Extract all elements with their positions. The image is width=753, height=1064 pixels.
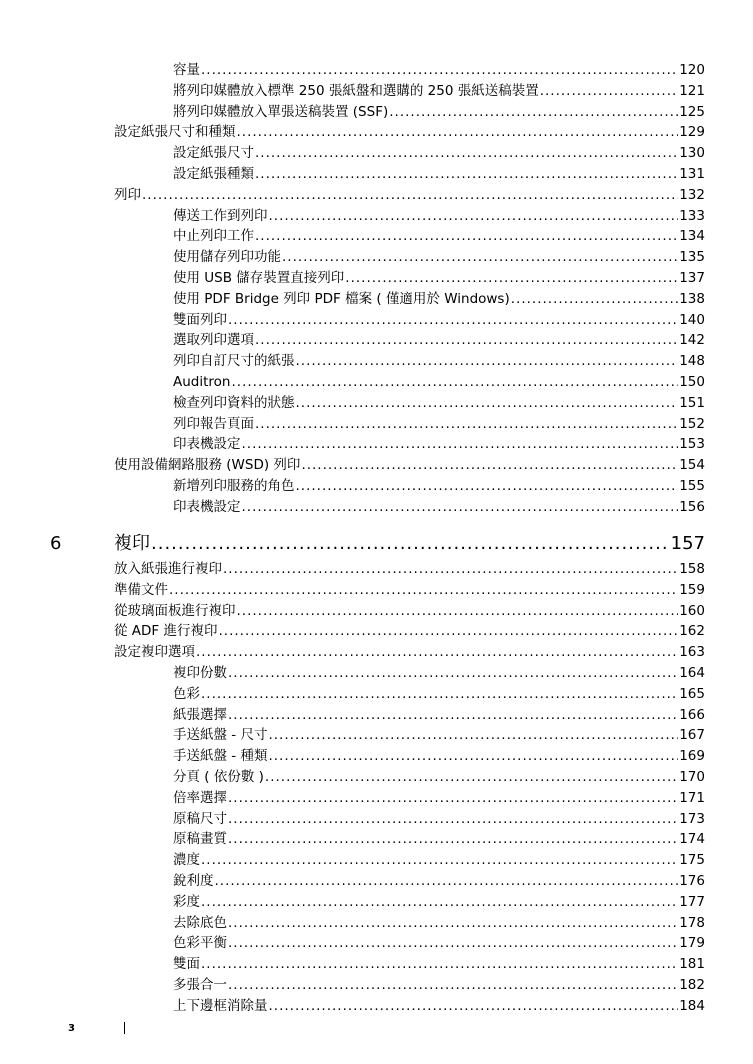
- dot-leader: [296, 352, 679, 370]
- toc-entry-page-number: 156: [679, 498, 705, 515]
- toc-entry[interactable]: [173, 61, 705, 79]
- toc-entry-page-number: 134: [679, 228, 705, 245]
- toc-entry-title: 紙張選擇: [173, 706, 227, 723]
- dot-leader: [255, 415, 678, 433]
- toc-entry-title: 傳送工作到列印: [173, 207, 268, 224]
- toc-entry-page-number: 130: [679, 145, 705, 162]
- dot-leader: [296, 477, 679, 495]
- toc-entry-title: 原稿尺寸: [173, 810, 227, 827]
- toc-entry-page-number: 132: [679, 186, 705, 203]
- dot-leader: [255, 331, 678, 349]
- toc-entry-title: 上下邊框消除量: [173, 997, 268, 1014]
- toc-entry-page-number: 173: [679, 810, 705, 827]
- toc-entry-title: 色彩平衡: [173, 935, 227, 952]
- toc-entry-page-number: 163: [679, 644, 705, 661]
- footer-page-number: 3: [68, 1023, 75, 1034]
- toc-entry-title: 彩度: [173, 893, 200, 910]
- toc-entry-title: 設定紙張種類: [173, 166, 254, 182]
- toc-entry-title: 印表機設定: [173, 498, 241, 515]
- toc-entry-page-number: 155: [679, 478, 705, 494]
- toc-entry-page-number: 137: [679, 270, 705, 286]
- chapter-number: 6: [50, 533, 62, 554]
- dot-leader: [228, 830, 678, 848]
- toc-entry-page-number: 162: [679, 623, 705, 640]
- toc-entry[interactable]: [173, 789, 705, 807]
- toc-entry-title: 中止列印工作: [173, 228, 254, 245]
- toc-entry-title: 雙面: [173, 956, 200, 973]
- dot-leader: [228, 810, 678, 828]
- toc-entry[interactable]: [173, 311, 705, 329]
- footer-divider: [124, 1022, 125, 1034]
- toc-entry[interactable]: [173, 269, 705, 287]
- toc-entry[interactable]: [114, 622, 705, 640]
- dot-leader: [301, 456, 678, 474]
- toc-entry-page-number: 170: [679, 769, 705, 785]
- dot-leader: [296, 394, 679, 412]
- toc-entry-title: 將列印媒體放入標準 250 張紙盤和選購的 250 張紙送稿裝置: [173, 82, 539, 99]
- toc-entry[interactable]: [173, 893, 705, 911]
- dot-leader: [282, 248, 678, 266]
- toc-entry[interactable]: [173, 144, 705, 162]
- toc-entry[interactable]: [173, 810, 705, 828]
- dot-leader: [201, 893, 678, 911]
- toc-entry[interactable]: [173, 664, 705, 682]
- toc-entry-page-number: 165: [679, 685, 705, 702]
- toc-entry[interactable]: [173, 914, 705, 932]
- toc-entry-title: 分頁 ( 依份數 ): [173, 769, 264, 785]
- toc-entry[interactable]: [173, 685, 705, 703]
- toc-entry-title: 雙面列印: [173, 311, 227, 328]
- dot-leader: [196, 643, 678, 661]
- toc-entry-page-number: 154: [679, 457, 705, 474]
- chapter-entry[interactable]: [114, 531, 705, 557]
- toc-entry[interactable]: [173, 290, 705, 308]
- toc-entry-title: 手送紙盤 - 尺寸: [173, 727, 268, 744]
- toc-entry-page-number: 151: [679, 394, 705, 411]
- dot-leader: [389, 103, 678, 121]
- toc-entry[interactable]: [173, 997, 705, 1015]
- toc-entry-page-number: 178: [679, 914, 705, 931]
- toc-entry[interactable]: [173, 373, 705, 391]
- toc-entry-page-number: 135: [679, 249, 705, 266]
- toc-entry-page-number: 138: [679, 290, 705, 307]
- chapter-heading[interactable]: [0, 531, 705, 557]
- toc-entry[interactable]: [173, 331, 705, 349]
- toc-entry-page-number: 158: [679, 561, 705, 577]
- toc-entry[interactable]: [173, 435, 705, 453]
- toc-entry-title: 容量: [173, 62, 200, 78]
- toc-entry-title: 手送紙盤 - 種類: [173, 748, 268, 765]
- dot-leader: [228, 934, 678, 952]
- toc-entry-page-number: 153: [679, 436, 705, 453]
- toc-entry-title: 使用設備網路服務 (WSD) 列印: [114, 457, 301, 474]
- dot-leader: [269, 207, 679, 225]
- dot-leader: [268, 726, 678, 744]
- toc-entry-title: 濃度: [173, 852, 200, 869]
- toc-entry[interactable]: [114, 186, 705, 204]
- toc-entry-title: 從 ADF 進行複印: [114, 623, 218, 640]
- dot-leader: [255, 165, 678, 183]
- toc-entry-title: 印表機設定: [173, 436, 241, 453]
- dot-leader: [215, 872, 679, 890]
- dot-leader: [228, 914, 678, 932]
- toc-entry[interactable]: [173, 830, 705, 848]
- toc-entry[interactable]: [173, 103, 705, 121]
- toc-entry-page-number: 120: [679, 62, 705, 78]
- toc-entry-page-number: 181: [679, 956, 705, 973]
- toc-entry[interactable]: [173, 248, 705, 266]
- toc-entry[interactable]: [173, 207, 705, 225]
- toc-entry[interactable]: [173, 747, 705, 765]
- dot-leader: [201, 955, 678, 973]
- toc-entry[interactable]: [114, 456, 705, 474]
- dot-leader: [242, 435, 679, 453]
- toc-entry-page-number: 159: [679, 581, 705, 598]
- toc-entry-page-number: 171: [679, 789, 705, 806]
- toc-entry-title: 設定紙張尺寸: [173, 145, 254, 162]
- toc-entry-page-number: 140: [679, 311, 705, 328]
- toc-entry[interactable]: [173, 82, 705, 100]
- dot-leader: [255, 227, 678, 245]
- toc-entry-page-number: 129: [679, 124, 705, 141]
- toc-entry-page-number: 182: [679, 977, 705, 993]
- toc-entry-title: 檢查列印資料的狀態: [173, 394, 295, 411]
- toc-entry[interactable]: [173, 394, 705, 412]
- toc-entry-title: 使用 PDF Bridge 列印 PDF 檔案 ( 僅適用於 Windows): [173, 290, 510, 307]
- toc-entry-page-number: 150: [679, 374, 705, 390]
- toc-entry-title: 列印自訂尺寸的紙張: [173, 353, 295, 370]
- toc-entry[interactable]: [114, 560, 705, 578]
- toc-entry-page-number: 169: [679, 748, 705, 765]
- toc-entry[interactable]: [114, 602, 705, 620]
- toc-entry-title: 設定複印選項: [114, 644, 195, 661]
- toc-entry-title: 色彩: [173, 685, 200, 702]
- toc-entry-page-number: 166: [679, 706, 705, 723]
- toc-entry[interactable]: [114, 123, 705, 141]
- toc-entry-title: 列印報告頁面: [173, 415, 254, 432]
- dot-leader: [223, 560, 678, 578]
- toc-entry[interactable]: [173, 934, 705, 952]
- dot-leader: [242, 498, 679, 516]
- toc-entry[interactable]: [173, 851, 705, 869]
- toc-entry-title: 從玻璃面板進行複印: [114, 602, 236, 619]
- toc-entry-title: 列印: [114, 186, 141, 203]
- dot-leader: [218, 622, 678, 640]
- toc-entry-page-number: 121: [679, 82, 705, 99]
- dot-leader: [265, 768, 678, 786]
- toc-entry-page-number: 167: [679, 727, 705, 744]
- dot-leader: [169, 581, 678, 599]
- dot-leader: [228, 976, 678, 994]
- chapter-title: 複印: [114, 533, 150, 554]
- toc-entry-page-number: 160: [679, 602, 705, 619]
- toc-entry[interactable]: [173, 706, 705, 724]
- dot-leader: [228, 664, 678, 682]
- dot-leader: [540, 82, 679, 100]
- toc-entry-title: 原稿畫質: [173, 831, 227, 848]
- dot-leader: [511, 290, 678, 308]
- toc-entry[interactable]: [173, 498, 705, 516]
- dot-leader: [237, 123, 679, 141]
- dot-leader: [237, 602, 679, 620]
- toc-entry-page-number: 125: [679, 103, 705, 120]
- toc-entry[interactable]: [173, 352, 705, 370]
- toc-entry-title: Auditron: [173, 374, 231, 390]
- toc-entry-page-number: 174: [679, 831, 705, 848]
- dot-leader: [201, 685, 678, 703]
- toc-entry-page-number: 148: [679, 353, 705, 370]
- toc-entry[interactable]: [173, 726, 705, 744]
- dot-leader: [142, 186, 678, 204]
- toc-entry-title: 選取列印選項: [173, 332, 254, 349]
- toc-entry-page-number: 133: [679, 207, 705, 224]
- toc-entry-page-number: 179: [679, 935, 705, 952]
- toc-entry-title: 設定紙張尺寸和種類: [114, 124, 236, 141]
- toc-entry-title: 去除底色: [173, 914, 227, 931]
- dot-leader: [228, 706, 678, 724]
- toc-entry-page-number: 177: [679, 893, 705, 910]
- toc-entry-page-number: 142: [679, 332, 705, 349]
- toc-entry-title: 使用 USB 儲存裝置直接列印: [173, 270, 345, 286]
- toc-entry-page-number: 184: [679, 997, 705, 1014]
- dot-leader: [269, 997, 679, 1015]
- toc-entry[interactable]: [114, 643, 705, 661]
- toc-entry[interactable]: [173, 976, 705, 994]
- toc-entry-title: 將列印媒體放入單張送稿裝置 (SSF): [173, 103, 389, 120]
- toc-entry-title: 倍率選擇: [173, 789, 227, 806]
- toc-entry-title: 新增列印服務的角色: [173, 478, 295, 494]
- toc-entry-page-number: 176: [679, 873, 705, 889]
- dot-leader: [255, 144, 678, 162]
- toc-entry-page-number: 131: [679, 166, 705, 182]
- toc-entry-title: 準備文件: [114, 581, 168, 598]
- toc-entry-title: 銳利度: [173, 873, 214, 889]
- dot-leader: [151, 531, 670, 557]
- dot-leader: [268, 747, 678, 765]
- chapter-page-number: 157: [670, 533, 705, 554]
- toc-entry-page-number: 175: [679, 852, 705, 869]
- dot-leader: [228, 789, 678, 807]
- toc-entry[interactable]: [173, 477, 705, 495]
- dot-leader: [201, 851, 678, 869]
- toc-entry-title: 多張合一: [173, 977, 227, 993]
- dot-leader: [228, 311, 678, 329]
- dot-leader: [231, 373, 678, 391]
- toc-entry[interactable]: [173, 768, 705, 786]
- toc-entry[interactable]: [173, 955, 705, 973]
- toc-entry[interactable]: [173, 165, 705, 183]
- toc-entry[interactable]: [173, 415, 705, 433]
- dot-leader: [345, 269, 678, 287]
- toc-entry-page-number: 164: [679, 665, 705, 681]
- toc-entry[interactable]: [173, 872, 705, 890]
- toc-entry-page-number: 152: [679, 415, 705, 432]
- toc-entry-title: 使用儲存列印功能: [173, 249, 281, 266]
- toc-entry[interactable]: [114, 581, 705, 599]
- toc-entry-title: 放入紙張進行複印: [114, 561, 222, 577]
- dot-leader: [201, 61, 678, 79]
- toc-entry-title: 複印份數: [173, 665, 227, 681]
- toc-entry[interactable]: [173, 227, 705, 245]
